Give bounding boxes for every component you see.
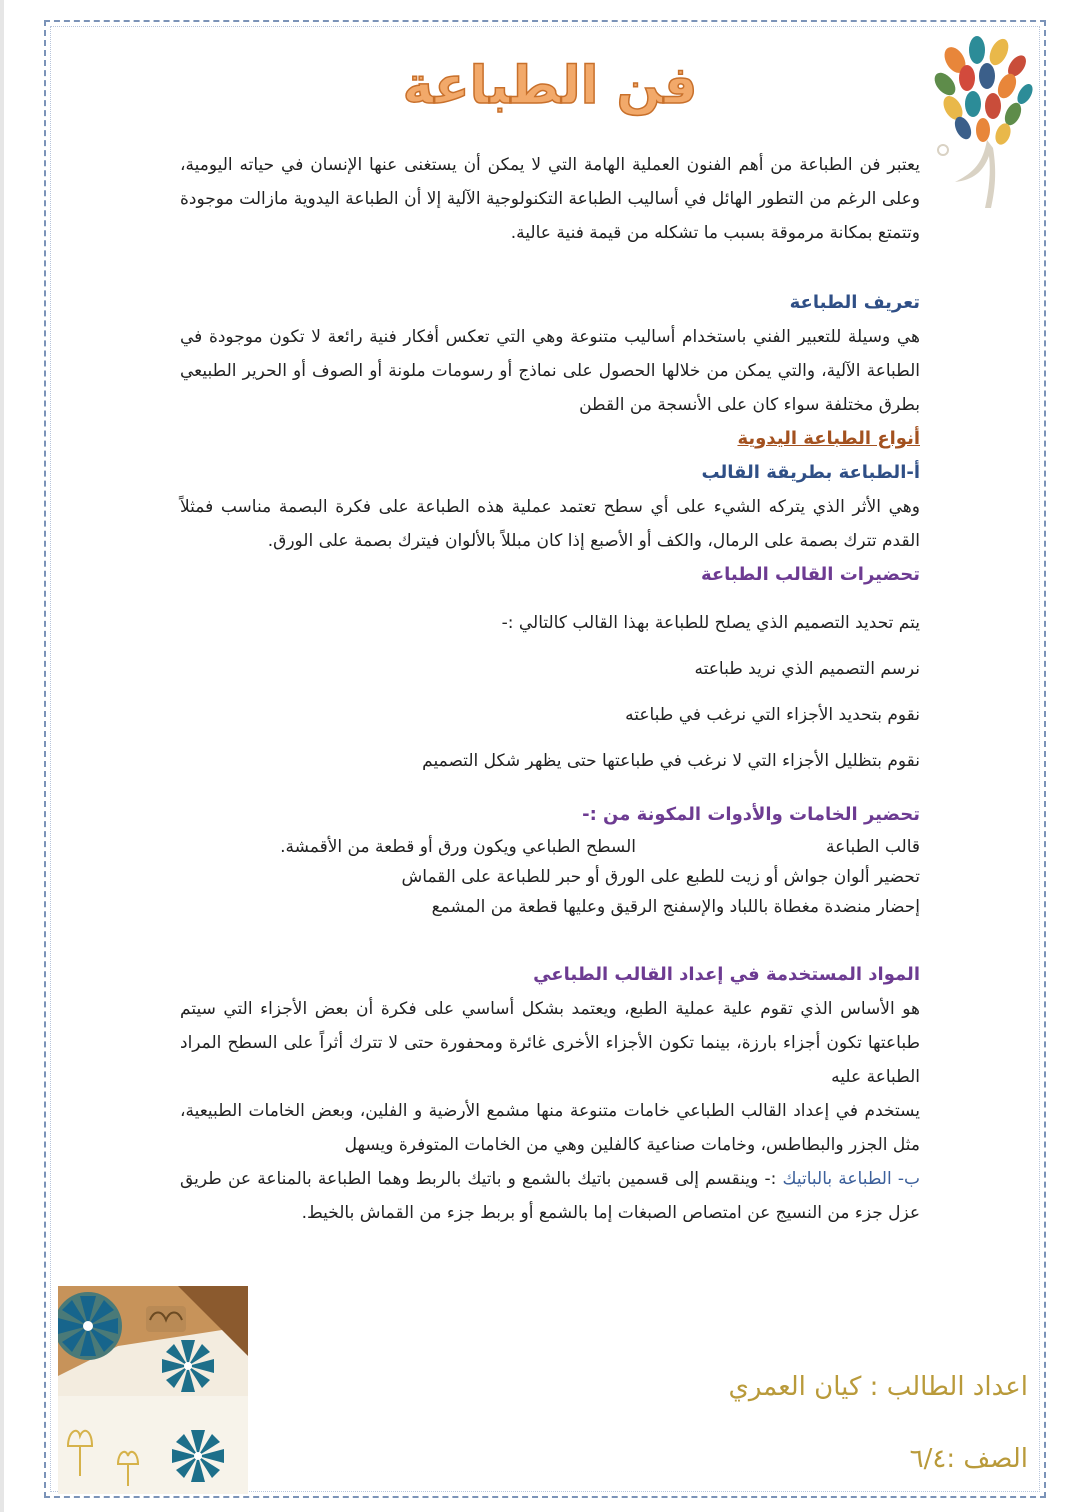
used-paragraph-1: هو الأساس الذي تقوم علية عملية الطبع، ويعتمد بشكل أساسي على فكرة أن بعض الأجزاء التي سيتم طباعتها تكون أجزاء بارزة، بينما تكون الأجزاء الأخرى غائرة ومحفورة حتى لا تترك أثراً على السطح المراد الطباعة عليه (180, 999, 920, 1087)
definition-heading: تعريف الطباعة (789, 292, 920, 313)
used-materials-heading: المواد المستخدمة في إعداد القالب الطباعي (533, 964, 920, 985)
batik-label: ب- الطباعة بالباتيك (782, 1169, 920, 1189)
mold-paragraph: وهي الأثر الذي يتركه الشيء على أي سطح تعتمد عملية هذه الطباعة على فكرة البصمة مناسب فمثلاً القدم تترك بصمة على الرمال، والكف أو الأصبع إذا كان مبللاً بالألوان فيترك بصمة على الورق. (180, 497, 920, 551)
prep-step: نقوم بتحديد الأجزاء التي نرغب في طباعته (625, 705, 920, 725)
materials-item: قالب الطباعة (826, 837, 920, 857)
stamp-handle-icon (146, 1306, 186, 1332)
class-label: الصف :٦/٤ (909, 1444, 1028, 1474)
stamp-photo (58, 1286, 248, 1494)
batik-text: :- وينقسم إلى قسمين باتيك بالشمع و باتيك بالربط وهما الطباعة بالمناعة عن طريق عزل جزء من النسيج عن امتصاص الصبغات إما بالشمع أو بربط جزء من القماش بالخيط. (180, 1169, 920, 1223)
materials-item: السطح الطباعي ويكون ورق أو قطعة من الأقمشة. (280, 837, 636, 857)
mold-heading: أ-الطباعة بطريقة القالب (701, 462, 920, 483)
materials-row (180, 832, 920, 862)
page-edge (0, 0, 4, 1512)
materials-item: إحضار منضدة مغطاة باللباد والإسفنج الرقيق وعليها قطعة من المشمع (431, 897, 920, 917)
prep-heading: تحضيرات القالب الطباعة (700, 564, 920, 585)
batik-paragraph (180, 1162, 920, 1230)
article-body (180, 148, 920, 1230)
types-heading: أنواع الطباعة اليدوية (737, 428, 920, 449)
definition-paragraph: هي وسيلة للتعبير الفني باستخدام أساليب متنوعة وهي التي تعكس أفكار فنية رائعة لا تكون موجودة في الطباعة الآلية، والتي يمكن من خلالها الحصول على نماذج أو رسومات ملونة أو الصوف أو الحرير الطبيعي بطرق مختلفة سواء كان على الأنسجة من القطن (180, 327, 920, 415)
materials-heading: تحضير الخامات والأدوات المكونة من :- (582, 804, 920, 825)
prep-step: نرسم التصميم الذي نريد طباعته (694, 659, 920, 679)
prep-step: يتم تحديد التصميم الذي يصلح للطباعة بهذا القالب كالتالي :- (501, 613, 920, 633)
prep-step: نقوم بتظليل الأجزاء التي لا نرغب في طباعتها حتى يظهر شكل التصميم (422, 751, 920, 771)
intro-paragraph: يعتبر فن الطباعة من أهم الفنون العملية الهامة التي لا يمكن أن يستغنى عنها الإنسان في حياته اليومية، وعلى الرغم من التطور الهائل في أساليب الطباعة التكنولوجية الآلية إلا أن الطباعة اليدوية مازالت موجودة وتتمتع بمكانة مرموقة بسبب ما تشكله من قيمة فنية عالية. (180, 155, 920, 243)
page-title: فن الطباعة (402, 56, 698, 116)
student-credit: اعداد الطالب : كيان العمري (728, 1372, 1028, 1402)
materials-item: تحضير ألوان جواش أو زيت للطبع على الورق أو حبر للطباعة على القماش (401, 867, 920, 887)
tree-illustration (925, 22, 1035, 212)
used-paragraph-2: يستخدم في إعداد القالب الطباعي خامات متنوعة منها مشمع الأرضية و الفلين، وبعض الخامات الطبيعية، مثل الجزر والبطاطس، وخامات صناعية كالفلين وهي من الخامات المتوفرة ويسهل (180, 1101, 920, 1155)
